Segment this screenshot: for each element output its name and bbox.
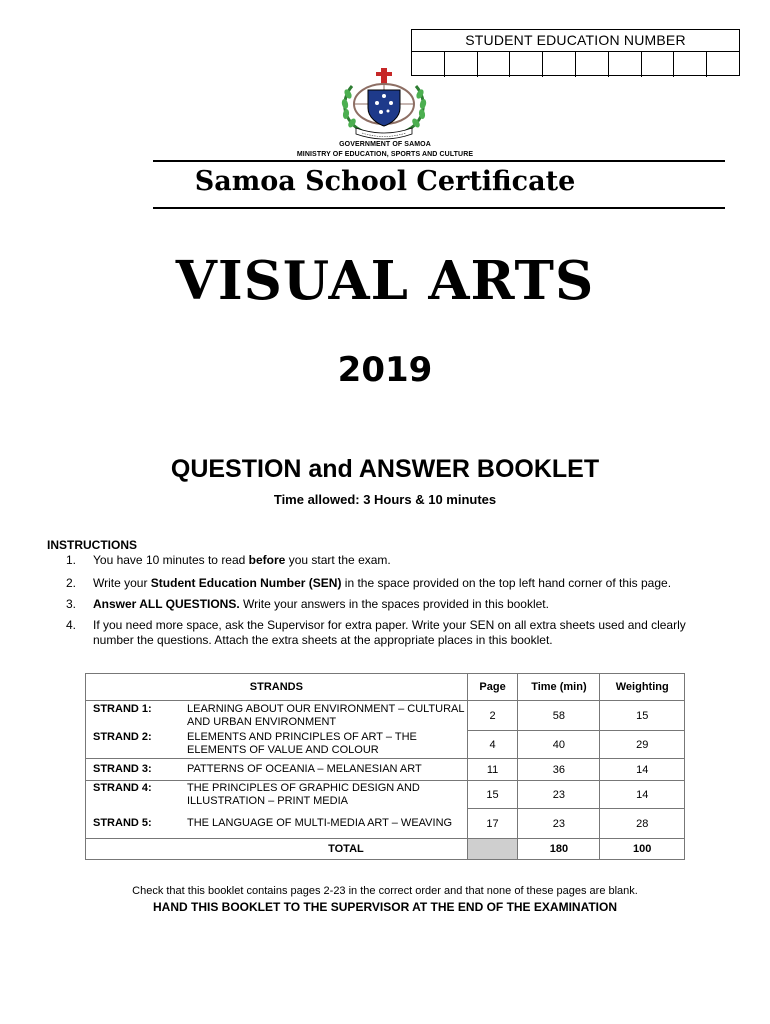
strand-cell <box>86 809 468 839</box>
weight-cell: 14 <box>600 781 685 809</box>
ministry-text: MINISTRY OF EDUCATION, SPORTS AND CULTURE <box>296 151 474 158</box>
sen-cell[interactable] <box>674 52 707 77</box>
sen-cell[interactable] <box>642 52 675 77</box>
table-row <box>86 731 685 759</box>
strand-description: PATTERNS OF OCEANIA – MELANESIAN ART <box>187 763 422 775</box>
page-cell: 2 <box>467 701 518 731</box>
bottom-rule <box>153 207 725 209</box>
instruction-number: 2. <box>66 576 77 590</box>
student-education-number-box <box>411 29 740 76</box>
instruction-item <box>66 618 706 648</box>
subject-title: VISUAL ARTS <box>175 250 595 312</box>
sen-cell[interactable] <box>609 52 642 77</box>
total-page-cell <box>467 839 518 860</box>
page-cell: 15 <box>467 781 518 809</box>
strand-cell <box>86 701 468 731</box>
strands-table <box>85 673 685 860</box>
total-weight: 100 <box>600 839 685 860</box>
time-cell: 23 <box>518 809 600 839</box>
table-row <box>86 759 685 781</box>
instruction-item <box>66 553 706 568</box>
instruction-text: You have 10 minutes to read before you start the exam. <box>93 553 391 567</box>
sen-cell[interactable] <box>445 52 478 77</box>
instruction-number: 1. <box>66 553 77 567</box>
total-time: 180 <box>518 839 600 860</box>
header-page: Page <box>467 674 518 701</box>
instruction-item <box>66 597 706 612</box>
time-cell: 36 <box>518 759 600 781</box>
strand-cell <box>86 731 468 759</box>
total-label: TOTAL <box>86 839 468 860</box>
samoa-coat-of-arms-icon <box>334 66 434 142</box>
strand-cell <box>86 781 468 809</box>
weight-cell: 15 <box>600 701 685 731</box>
total-row <box>86 839 685 860</box>
top-rule <box>153 160 725 162</box>
strand-label: STRAND 4: <box>93 781 152 794</box>
header-weighting: Weighting <box>600 674 685 701</box>
strand-description: LEARNING ABOUT OUR ENVIRONMENT – CULTURAL AND URBAN ENVIRONMENT <box>187 702 465 728</box>
booklet-title: QUESTION and ANSWER BOOKLET <box>170 455 600 483</box>
time-cell: 23 <box>518 781 600 809</box>
strand-description: ELEMENTS AND PRINCIPLES OF ART – THE ELEMENTS OF VALUE AND COLOUR <box>187 731 417 757</box>
table-header-row <box>86 674 685 701</box>
table-row <box>86 781 685 809</box>
instructions-heading: INSTRUCTIONS <box>47 538 137 552</box>
header-strands: STRANDS <box>86 674 468 701</box>
sen-cell[interactable] <box>478 52 511 77</box>
instruction-text: Answer ALL QUESTIONS. Write your answers in the spaces provided in this booklet. <box>93 597 549 611</box>
instruction-text: Write your Student Education Number (SEN) in the space provided on the top left hand corner of this page. <box>93 576 672 590</box>
strand-cell <box>86 759 468 781</box>
sen-cell[interactable] <box>543 52 576 77</box>
sen-title: STUDENT EDUCATION NUMBER <box>412 30 739 52</box>
time-allowed: Time allowed: 3 Hours & 10 minutes <box>273 492 497 507</box>
weight-cell: 29 <box>600 731 685 759</box>
sen-cell[interactable] <box>707 52 739 77</box>
strand-description: THE LANGUAGE OF MULTI-MEDIA ART – WEAVING <box>187 816 453 829</box>
time-cell: 40 <box>518 731 600 759</box>
time-cell: 58 <box>518 701 600 731</box>
exam-year: 2019 <box>337 350 433 390</box>
page-check-note: Check that this booklet contains pages 2-23 in the correct order and that none of these pages are blank. <box>132 885 638 897</box>
instruction-number: 3. <box>66 597 77 611</box>
header-time: Time (min) <box>518 674 600 701</box>
strand-description: THE PRINCIPLES OF GRAPHIC DESIGN AND ILLUSTRATION – PRINT MEDIA <box>187 781 420 807</box>
instruction-number: 4. <box>66 618 77 632</box>
government-text: GOVERNMENT OF SAMOA <box>339 141 431 148</box>
weight-cell: 14 <box>600 759 685 781</box>
instruction-text: If you need more space, ask the Supervisor for extra paper. Write your SEN on all extra sheets used and clearly number the questions. Attach the extra sheets at the appropriate places in this booklet. <box>93 618 686 647</box>
hand-in-note: HAND THIS BOOKLET TO THE SUPERVISOR AT THE END OF THE EXAMINATION <box>152 900 618 914</box>
strand-label: STRAND 1: <box>93 702 152 715</box>
strand-label: STRAND 2: <box>93 731 152 744</box>
page-cell: 11 <box>467 759 518 781</box>
table-row <box>86 701 685 731</box>
page-cell: 4 <box>467 731 518 759</box>
certificate-title: Samoa School Certificate <box>194 166 576 197</box>
instruction-item <box>66 576 706 591</box>
weight-cell: 28 <box>600 809 685 839</box>
strand-label: STRAND 5: <box>93 816 152 829</box>
sen-cells <box>412 52 739 77</box>
page-cell: 17 <box>467 809 518 839</box>
strand-label: STRAND 3: <box>93 763 152 775</box>
sen-cell[interactable] <box>510 52 543 77</box>
sen-cell[interactable] <box>576 52 609 77</box>
table-row <box>86 809 685 839</box>
